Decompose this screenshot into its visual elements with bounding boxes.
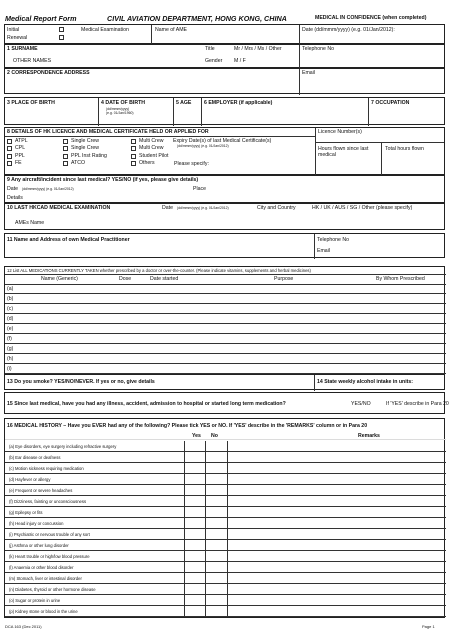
medication-row-label: (h): [7, 356, 14, 362]
page-number: Page 1: [422, 624, 435, 629]
history-no-cell[interactable]: [206, 573, 227, 584]
history-no-cell[interactable]: [206, 485, 227, 496]
ame-name-label: Name of AME: [155, 27, 188, 33]
history-no-cell[interactable]: [206, 595, 227, 606]
history-remarks-cell[interactable]: [228, 584, 445, 595]
history-item-label: (a) Eye disorders, eye surgery including refractive surgery: [9, 444, 117, 449]
telephone-label: Telephone No: [302, 46, 335, 52]
medication-row-label: (a): [7, 286, 14, 292]
atpl-multi-crew-label: Multi Crew: [139, 138, 164, 144]
history-item-label: (i) Psychiatric or nervous trouble of any sort: [9, 532, 90, 537]
smoke-question: 13 Do you smoke? YES/NO/NEVER. If yes or no, give details: [7, 379, 155, 385]
history-item-label: (h) Head injury or concussion: [9, 521, 64, 526]
incident-place-label: Place: [193, 186, 206, 192]
history-item-label: (b) Ear disease or deafness: [9, 455, 61, 460]
other-names-label: OTHER NAMES: [13, 58, 52, 64]
medication-row-label: (d): [7, 316, 14, 322]
incident-section: [4, 175, 445, 203]
history-yes-cell[interactable]: [185, 463, 205, 474]
history-col-yes: Yes: [192, 433, 201, 439]
medication-row[interactable]: [5, 284, 446, 294]
history-yes-cell[interactable]: [185, 452, 205, 463]
history-section: [4, 418, 445, 618]
exam-date-label: Date (dd/mmm/yyyy) (e.g. 01/Jan/2012):: [302, 27, 395, 33]
history-remarks-cell[interactable]: [228, 595, 445, 606]
history-yes-cell[interactable]: [185, 496, 205, 507]
last-exam-date-format: (dd/mmm/yyyy) (e.g. 01/Jan/2012): [177, 206, 229, 210]
history-row: [5, 595, 446, 606]
history-remarks-cell[interactable]: [228, 507, 445, 518]
history-item-label: (m) Stomach, liver or intestinal disorder: [9, 576, 82, 581]
history-remarks-cell[interactable]: [228, 518, 445, 529]
medication-row-label: (b): [7, 296, 14, 302]
history-item-label: (p) Kidney stone or blood in the urine: [9, 609, 78, 614]
title-options: Mr / Mrs / Ms / Other: [234, 46, 282, 52]
correspondence-label: 2 CORRESPONDENCE ADDRESS: [7, 70, 90, 76]
history-item-label: (l) Anaemia or other blood disorder: [9, 565, 74, 570]
form-code: DCA 163 (Dec 2011): [5, 624, 42, 629]
renewal-label: Renewal: [7, 35, 28, 41]
incident-date-format: (dd/mmm/yyyy) (e.g. 01/Jan/2012): [22, 187, 74, 191]
confidential-notice: MEDICAL IN CONFIDENCE (when completed): [315, 15, 427, 21]
ppl-label: PPL: [15, 153, 25, 159]
history-row: [5, 452, 446, 463]
date-of-birth-label: 4 DATE OF BIRTH: [101, 100, 145, 106]
history-no-cell[interactable]: [206, 463, 227, 474]
history-yes-cell[interactable]: [185, 485, 205, 496]
history-no-cell[interactable]: [206, 540, 227, 551]
history-yes-cell[interactable]: [185, 573, 205, 584]
history-item-label: (k) Heart trouble or high/low blood pressure: [9, 554, 90, 559]
history-row: [5, 562, 446, 573]
last-exam-date-label: Date: [162, 205, 173, 211]
last-exam-section: [4, 203, 445, 230]
history-yes-cell[interactable]: [185, 474, 205, 485]
history-no-cell[interactable]: [206, 496, 227, 507]
medication-row[interactable]: [5, 344, 446, 354]
initial-checkbox[interactable]: [59, 27, 64, 32]
others-label: Others: [139, 160, 155, 166]
history-no-cell[interactable]: [206, 562, 227, 573]
history-item-label: (c) Motion sickness requiring medication: [9, 466, 84, 471]
cpl-single-crew-label: Single Crew: [71, 145, 99, 151]
history-yes-cell[interactable]: [185, 529, 205, 540]
incident-question: 9 Any aircraft/incident since last medical? YES/NO (if yes, please give details): [7, 177, 199, 183]
medication-row[interactable]: [5, 364, 446, 374]
place-of-birth-label: 3 PLACE OF BIRTH: [7, 100, 55, 106]
history-remarks-cell[interactable]: [228, 562, 445, 573]
gender-options: M / F: [234, 58, 246, 64]
ppl-checkbox[interactable]: [7, 154, 12, 159]
practitioner-telephone-label: Telephone No: [317, 237, 350, 243]
atpl-label: ATPL: [15, 138, 28, 144]
licence-numbers-label: Licence Number(s): [318, 129, 362, 135]
history-col-remarks: Remarks: [358, 433, 380, 439]
medication-row[interactable]: [5, 354, 446, 364]
history-yes-cell[interactable]: [185, 595, 205, 606]
incident-details-label: Details: [7, 195, 23, 201]
practitioner-heading: 11 Name and Address of own Medical Practitioner: [7, 237, 130, 243]
practitioner-email-label: Email: [317, 248, 330, 254]
medication-row[interactable]: [5, 324, 446, 334]
surname-label: 1 SURNAME: [7, 46, 38, 52]
history-yes-cell[interactable]: [185, 441, 205, 452]
col-date-started: Date started: [150, 276, 179, 282]
history-yes-cell[interactable]: [185, 562, 205, 573]
cpl-label: CPL: [15, 145, 26, 151]
history-row: [5, 573, 446, 584]
form-title: Medical Report Form: [5, 14, 77, 23]
medication-row[interactable]: [5, 314, 446, 324]
atpl-single-crew-label: Single Crew: [71, 138, 99, 144]
history-remarks-cell[interactable]: [228, 573, 445, 584]
atpl-single-crew-checkbox[interactable]: [63, 139, 68, 144]
exam-type-section: [4, 24, 445, 44]
history-yes-cell[interactable]: [185, 606, 205, 617]
employer-label: 6 EMPLOYER (if applicable): [204, 100, 273, 106]
cpl-multi-crew-checkbox[interactable]: [131, 146, 136, 151]
history-remarks-cell[interactable]: [228, 463, 445, 474]
alcohol-question: 14 State weekly alcohol intake in units:: [317, 379, 413, 385]
history-remarks-cell[interactable]: [228, 551, 445, 562]
history-yes-cell[interactable]: [185, 507, 205, 518]
medication-row[interactable]: [5, 304, 446, 314]
atco-label: ATCO: [71, 160, 86, 166]
birth-section: [4, 97, 445, 125]
total-hours-label: Total hours flown: [385, 146, 424, 152]
history-no-cell[interactable]: [206, 507, 227, 518]
ames-name-label: AMEs Name: [15, 220, 45, 226]
dob-format: (dd/mmm/yyyy): [106, 107, 130, 111]
smoke-section: [4, 374, 445, 390]
history-yes-cell[interactable]: [185, 540, 205, 551]
history-remarks-cell[interactable]: [228, 452, 445, 463]
medications-section: [4, 266, 445, 374]
history-remarks-cell[interactable]: [228, 485, 445, 496]
history-item-label: (e) Frequent or severe headaches: [9, 488, 73, 493]
email-label: Email: [302, 70, 315, 76]
history-item-label: (f) Dizziness, fainting or unconsciousness: [9, 499, 87, 504]
incident-date-label: Date: [7, 186, 18, 192]
history-remarks-cell[interactable]: [228, 441, 445, 452]
medications-heading: 12 List ALL MEDICATIONS CURRENTLY TAKEN whether prescribed by a doctor or over-the-counter. (Please indicate vitamins, supplements and herbal medicines): [7, 268, 311, 273]
medication-row[interactable]: [5, 334, 446, 344]
licence-section: [4, 127, 445, 175]
renewal-checkbox[interactable]: [59, 35, 64, 40]
history-no-cell[interactable]: [206, 606, 227, 617]
history-item-label: (o) Sugar or protein in urine: [9, 598, 61, 603]
cpl-single-crew-checkbox[interactable]: [63, 146, 68, 151]
history-item-label: (d) Hayfever or allergy: [9, 477, 51, 482]
col-purpose: Purpose: [274, 276, 294, 282]
illness-question: 15 Since last medical, have you had any illness, accident, admission to hospital or started long term medication?: [7, 401, 286, 407]
licence-heading: 8 DETAILS OF HK LICENCE AND MEDICAL CERTIFICATE HELD OR APPLIED FOR: [7, 129, 209, 135]
history-col-no: No: [211, 433, 218, 439]
practitioner-section: [4, 233, 445, 258]
age-label: 5 AGE: [176, 100, 192, 106]
history-no-cell[interactable]: [206, 551, 227, 562]
medication-row-label: (c): [7, 306, 14, 312]
atco-checkbox[interactable]: [63, 161, 68, 166]
surname-section: [4, 44, 445, 68]
history-item-label: (n) Diabetes, thyroid or other hormone disease: [9, 587, 96, 592]
history-row: [5, 529, 446, 540]
history-no-cell[interactable]: [206, 452, 227, 463]
history-remarks-cell[interactable]: [228, 474, 445, 485]
atpl-multi-crew-checkbox[interactable]: [131, 139, 136, 144]
history-item-label: (g) Epilepsy or fits: [9, 510, 43, 515]
illness-if-yes: If 'YES' describe in Para 20: [386, 401, 449, 407]
regions-label: HK / UK / AUS / SG / Other (please specify): [312, 205, 413, 211]
expiry-label: Expiry Date(s) of last Medical Certificate(s): [173, 138, 272, 144]
last-exam-heading: 10 LAST HKCAD MEDICAL EXAMINATION: [7, 205, 111, 211]
medication-row[interactable]: [5, 294, 446, 304]
occupation-label: 7 OCCUPATION: [371, 100, 410, 106]
history-row: [5, 463, 446, 474]
dob-example: (e.g. 01/Jan/1960): [106, 111, 134, 115]
hours-since-label: Hours flown since last medical: [318, 146, 369, 158]
history-row: [5, 474, 446, 485]
illness-yes-no: YES/NO: [351, 401, 371, 407]
fe-checkbox[interactable]: [7, 161, 12, 166]
student-pilot-checkbox[interactable]: [131, 154, 136, 159]
history-remarks-cell[interactable]: [228, 496, 445, 507]
history-row: [5, 551, 446, 562]
address-section: [4, 68, 445, 94]
history-yes-cell[interactable]: [185, 551, 205, 562]
please-specify-label: Please specify:: [174, 161, 209, 167]
cpl-checkbox[interactable]: [7, 146, 12, 151]
history-row: [5, 507, 446, 518]
history-no-cell[interactable]: [206, 584, 227, 595]
history-item-label: (j) Asthma or other lung disorder: [9, 543, 69, 548]
medication-row-label: (g): [7, 346, 14, 352]
history-remarks-cell[interactable]: [228, 529, 445, 540]
history-row: [5, 496, 446, 507]
department-name: CIVIL AVIATION DEPARTMENT, HONG KONG, CHINA: [107, 14, 287, 23]
medical-examination-label: Medical Examination: [81, 27, 129, 33]
fe-label: FE: [15, 160, 22, 166]
history-no-cell[interactable]: [206, 441, 227, 452]
initial-label: Initial: [7, 27, 20, 33]
city-country-label: City and Country: [257, 205, 296, 211]
title-label: Title: [205, 46, 215, 52]
history-yes-cell[interactable]: [185, 518, 205, 529]
col-by-whom: By Whom Prescribed: [376, 276, 425, 282]
gender-label: Gender: [205, 58, 223, 64]
atpl-checkbox[interactable]: [7, 139, 12, 144]
history-no-cell[interactable]: [206, 529, 227, 540]
history-row: [5, 518, 446, 529]
history-yes-cell[interactable]: [185, 584, 205, 595]
history-row: [5, 606, 446, 617]
col-name-generic: Name (Generic): [41, 276, 78, 282]
col-dose: Dose: [119, 276, 132, 282]
ppl-inst-rating-checkbox[interactable]: [63, 154, 68, 159]
cpl-multi-crew-label: Multi Crew: [139, 145, 164, 151]
history-remarks-cell[interactable]: [228, 540, 445, 551]
history-row: [5, 540, 446, 551]
history-row: [5, 485, 446, 496]
history-row: [5, 584, 446, 595]
medication-row-label: (e): [7, 326, 14, 332]
history-heading: 16 MEDICAL HISTORY – Have you EVER had any of the following? Please tick YES or NO. If 'YES' describe in the 'REMARKS' column or in Para 20: [7, 423, 368, 429]
history-row: [5, 441, 446, 452]
medication-row-label: (f): [7, 336, 12, 342]
history-no-cell[interactable]: [206, 518, 227, 529]
illness-section: [4, 392, 449, 414]
history-remarks-cell[interactable]: [228, 606, 445, 617]
student-pilot-label: Student Pilot: [139, 153, 169, 159]
medication-row-label: (i): [7, 366, 12, 372]
others-checkbox[interactable]: [131, 161, 136, 166]
ppl-inst-rating-label: PPL Inst Rating: [71, 153, 107, 159]
history-no-cell[interactable]: [206, 474, 227, 485]
expiry-format: (dd/mmm/yyyy) (e.g. 01/Jan/2012): [177, 144, 229, 148]
